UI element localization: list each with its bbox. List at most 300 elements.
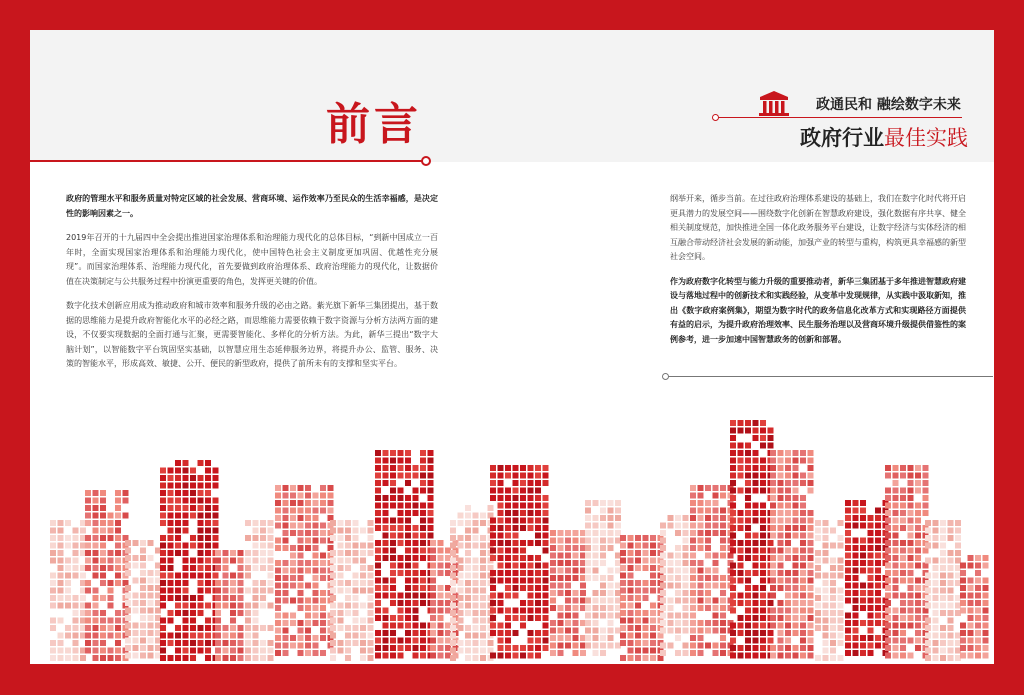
building-window: [390, 533, 396, 539]
building-window: [473, 580, 479, 586]
building-window: [100, 535, 106, 541]
building-window: [720, 485, 726, 491]
building-window: [498, 480, 504, 486]
building-window: [438, 638, 444, 644]
building-window: [283, 583, 289, 589]
building-window: [473, 558, 479, 564]
building-window: [420, 473, 426, 479]
building-window: [330, 535, 336, 541]
building-window: [375, 450, 381, 456]
building-window: [933, 633, 939, 639]
building-window: [108, 580, 114, 586]
building-window: [238, 603, 244, 609]
building-window: [498, 488, 504, 494]
building-window: [100, 520, 106, 526]
building-window: [368, 595, 374, 601]
building-window: [860, 508, 866, 514]
building-window: [745, 510, 751, 516]
building-window: [405, 638, 411, 644]
building-window: [375, 593, 381, 599]
building-window: [313, 590, 319, 596]
building-window: [298, 568, 304, 574]
building-window: [778, 623, 784, 629]
building-window: [420, 518, 426, 524]
building-window: [390, 450, 396, 456]
building-window: [183, 513, 189, 519]
building-window: [205, 490, 211, 496]
building-window: [615, 523, 621, 529]
building-window: [108, 513, 114, 519]
building-window: [73, 565, 79, 571]
building-window: [305, 545, 311, 551]
building-window: [730, 443, 736, 449]
building-window: [140, 615, 146, 621]
building-window: [608, 508, 614, 514]
building-window: [260, 655, 266, 661]
building-window: [450, 603, 456, 609]
building-window: [513, 525, 519, 531]
building-window: [513, 593, 519, 599]
building-window: [390, 518, 396, 524]
building-window: [860, 545, 866, 551]
building-window: [565, 583, 571, 589]
building-window: [205, 468, 211, 474]
building-window: [458, 565, 464, 571]
building-window: [123, 490, 129, 496]
building-window: [238, 558, 244, 564]
building-window: [58, 543, 64, 549]
building-window: [853, 515, 859, 521]
building-window: [213, 528, 219, 534]
building-window: [223, 580, 229, 586]
building-window: [413, 653, 419, 659]
building-window: [205, 543, 211, 549]
building-window: [730, 645, 736, 651]
building-window: [313, 598, 319, 604]
building-window: [615, 515, 621, 521]
building-window: [360, 625, 366, 631]
building-window: [413, 585, 419, 591]
building-window: [690, 568, 696, 574]
building-window: [58, 528, 64, 534]
building-window: [745, 638, 751, 644]
building-window: [175, 528, 181, 534]
building-window: [753, 428, 759, 434]
building-window: [213, 498, 219, 504]
building-window: [528, 488, 534, 494]
building-window: [520, 608, 526, 614]
building-window: [720, 493, 726, 499]
building-window: [198, 603, 204, 609]
building-window: [800, 480, 806, 486]
building-window: [368, 573, 374, 579]
building-window: [838, 595, 844, 601]
building-window: [875, 553, 881, 559]
building-window: [875, 545, 881, 551]
building-window: [690, 583, 696, 589]
building-window: [778, 600, 784, 606]
building-window: [778, 608, 784, 614]
building-window: [198, 520, 204, 526]
building-window: [730, 473, 736, 479]
building-window: [778, 465, 784, 471]
building-window: [628, 558, 634, 564]
building-window: [975, 653, 981, 659]
building-window: [720, 583, 726, 589]
building-window: [268, 520, 274, 526]
building-window: [473, 648, 479, 654]
building-window: [85, 498, 91, 504]
building-window: [698, 568, 704, 574]
building-window: [608, 643, 614, 649]
building-window: [428, 518, 434, 524]
building-window: [450, 573, 456, 579]
building-window: [823, 580, 829, 586]
building-window: [628, 625, 634, 631]
building-window: [298, 605, 304, 611]
building-window: [683, 620, 689, 626]
building-window: [160, 550, 166, 556]
building-window: [948, 633, 954, 639]
building-window: [923, 480, 929, 486]
building-window: [398, 555, 404, 561]
building-window: [933, 603, 939, 609]
building-window: [635, 595, 641, 601]
building-window: [320, 590, 326, 596]
building-window: [488, 505, 494, 511]
building-window: [58, 633, 64, 639]
building-window: [398, 563, 404, 569]
building-window: [160, 603, 166, 609]
building-window: [405, 525, 411, 531]
building-window: [465, 550, 471, 556]
building-window: [268, 603, 274, 609]
building-window: [900, 555, 906, 561]
building-window: [528, 540, 534, 546]
building-window: [628, 648, 634, 654]
building-window: [565, 538, 571, 544]
building-window: [298, 538, 304, 544]
building-window: [528, 593, 534, 599]
building-window: [168, 618, 174, 624]
building-window: [793, 503, 799, 509]
building-window: [628, 603, 634, 609]
building-window: [738, 540, 744, 546]
building-window: [133, 578, 139, 584]
building-window: [730, 585, 736, 591]
building-window: [100, 490, 106, 496]
building-window: [50, 595, 56, 601]
building-window: [608, 500, 614, 506]
building-window: [760, 473, 766, 479]
building-window: [585, 560, 591, 566]
building-window: [260, 603, 266, 609]
building-window: [398, 645, 404, 651]
building-window: [730, 533, 736, 539]
building-window: [283, 650, 289, 656]
building-window: [198, 535, 204, 541]
building-window: [175, 580, 181, 586]
building-window: [720, 635, 726, 641]
building-window: [230, 573, 236, 579]
building-window: [830, 633, 836, 639]
building-window: [368, 618, 374, 624]
building-window: [628, 595, 634, 601]
building-window: [948, 618, 954, 624]
building-window: [593, 590, 599, 596]
building-window: [513, 570, 519, 576]
building-window: [338, 558, 344, 564]
building-window: [660, 613, 666, 619]
building-window: [915, 600, 921, 606]
building-window: [253, 618, 259, 624]
building-window: [168, 543, 174, 549]
building-window: [585, 598, 591, 604]
building-window: [900, 615, 906, 621]
building-window: [893, 578, 899, 584]
building-window: [305, 643, 311, 649]
building-window: [413, 638, 419, 644]
building-window: [668, 613, 674, 619]
building-window: [125, 593, 131, 599]
building-window: [830, 558, 836, 564]
building-window: [275, 613, 281, 619]
building-window: [915, 488, 921, 494]
building-window: [93, 490, 99, 496]
building-window: [768, 630, 774, 636]
building-window: [140, 593, 146, 599]
building-window: [245, 618, 251, 624]
building-window: [298, 560, 304, 566]
building-window: [198, 550, 204, 556]
building-window: [683, 643, 689, 649]
building-window: [893, 548, 899, 554]
building-window: [140, 638, 146, 644]
building-window: [298, 590, 304, 596]
building-window: [450, 580, 456, 586]
building-window: [738, 510, 744, 516]
building-window: [85, 603, 91, 609]
building-window: [915, 608, 921, 614]
building-window: [660, 590, 666, 596]
building-window: [760, 458, 766, 464]
building-window: [770, 593, 776, 599]
building-window: [690, 613, 696, 619]
building-window: [738, 578, 744, 584]
building-window: [860, 523, 866, 529]
building-window: [815, 528, 821, 534]
building-window: [543, 630, 549, 636]
building-window: [230, 648, 236, 654]
building-window: [505, 578, 511, 584]
building-window: [753, 458, 759, 464]
building-window: [50, 520, 56, 526]
building-window: [698, 523, 704, 529]
building-window: [543, 578, 549, 584]
building-window: [108, 550, 114, 556]
building-window: [183, 490, 189, 496]
building-window: [675, 553, 681, 559]
building-window: [345, 595, 351, 601]
building-window: [420, 525, 426, 531]
building-window: [205, 625, 211, 631]
building-window: [480, 603, 486, 609]
building-window: [190, 618, 196, 624]
building-window: [893, 465, 899, 471]
building-window: [565, 575, 571, 581]
building-window: [205, 580, 211, 586]
building-window: [205, 535, 211, 541]
building-window: [465, 580, 471, 586]
building-window: [148, 630, 154, 636]
building-window: [398, 638, 404, 644]
building-window: [383, 518, 389, 524]
building-window: [760, 555, 766, 561]
building-window: [975, 615, 981, 621]
building-window: [260, 640, 266, 646]
building-window: [550, 590, 556, 596]
building-window: [720, 575, 726, 581]
building-window: [800, 623, 806, 629]
building-window: [753, 540, 759, 546]
building-window: [600, 523, 606, 529]
building-window: [473, 543, 479, 549]
building-window: [528, 555, 534, 561]
building-window: [745, 585, 751, 591]
building-window: [770, 645, 776, 651]
building-window: [175, 475, 181, 481]
building-window: [260, 588, 266, 594]
building-window: [413, 540, 419, 546]
building-window: [260, 558, 266, 564]
building-window: [375, 608, 381, 614]
building-window: [140, 540, 146, 546]
building-window: [760, 593, 766, 599]
building-window: [968, 645, 974, 651]
building-window: [558, 643, 564, 649]
building-window: [738, 593, 744, 599]
building-window: [550, 553, 556, 559]
building-window: [760, 608, 766, 614]
building-window: [690, 508, 696, 514]
building-window: [375, 540, 381, 546]
building-window: [223, 558, 229, 564]
building-window: [133, 630, 139, 636]
building-window: [260, 565, 266, 571]
building-window: [108, 625, 114, 631]
building-window: [535, 555, 541, 561]
building-window: [983, 563, 989, 569]
building-window: [778, 495, 784, 501]
building-window: [520, 488, 526, 494]
building-window: [793, 510, 799, 516]
building-window: [565, 560, 571, 566]
building-window: [430, 555, 436, 561]
building-window: [438, 645, 444, 651]
building-window: [390, 623, 396, 629]
building-window: [593, 598, 599, 604]
building-window: [785, 465, 791, 471]
building-window: [893, 570, 899, 576]
building-window: [668, 560, 674, 566]
building-window: [650, 558, 656, 564]
building-window: [360, 550, 366, 556]
building-window: [868, 583, 874, 589]
building-window: [290, 575, 296, 581]
building-window: [458, 648, 464, 654]
building-window: [738, 653, 744, 659]
building-window: [770, 585, 776, 591]
building-window: [660, 530, 666, 536]
building-window: [450, 640, 456, 646]
building-window: [58, 558, 64, 564]
building-window: [730, 638, 736, 644]
building-window: [908, 525, 914, 531]
building-window: [600, 643, 606, 649]
building-window: [868, 530, 874, 536]
building-window: [975, 563, 981, 569]
building-window: [683, 568, 689, 574]
building-window: [893, 563, 899, 569]
building-window: [643, 655, 649, 661]
building-window: [115, 535, 121, 541]
building-window: [815, 565, 821, 571]
building-window: [268, 573, 274, 579]
building-window: [705, 553, 711, 559]
building-window: [275, 620, 281, 626]
building-window: [933, 535, 939, 541]
building-window: [690, 620, 696, 626]
building-window: [198, 543, 204, 549]
building-window: [753, 570, 759, 576]
building-window: [190, 625, 196, 631]
building-window: [838, 520, 844, 526]
building-window: [480, 625, 486, 631]
building-window: [793, 630, 799, 636]
building-window: [168, 550, 174, 556]
building-window: [480, 565, 486, 571]
building-window: [925, 535, 931, 541]
building-window: [215, 558, 221, 564]
building-window: [925, 520, 931, 526]
building-window: [785, 503, 791, 509]
building-window: [643, 595, 649, 601]
building-window: [683, 605, 689, 611]
building-window: [480, 633, 486, 639]
building-window: [793, 465, 799, 471]
building-window: [458, 558, 464, 564]
building-window: [345, 603, 351, 609]
building-window: [948, 648, 954, 654]
building-window: [413, 495, 419, 501]
building-window: [513, 578, 519, 584]
building-window: [398, 653, 404, 659]
building-window: [968, 608, 974, 614]
building-window: [860, 583, 866, 589]
building-window: [668, 605, 674, 611]
building-window: [690, 590, 696, 596]
building-window: [253, 603, 259, 609]
building-window: [73, 610, 79, 616]
building-window: [183, 633, 189, 639]
building-window: [800, 563, 806, 569]
building-window: [383, 645, 389, 651]
building-window: [770, 555, 776, 561]
building-window: [900, 503, 906, 509]
building-window: [405, 593, 411, 599]
building-window: [398, 503, 404, 509]
building-window: [675, 613, 681, 619]
